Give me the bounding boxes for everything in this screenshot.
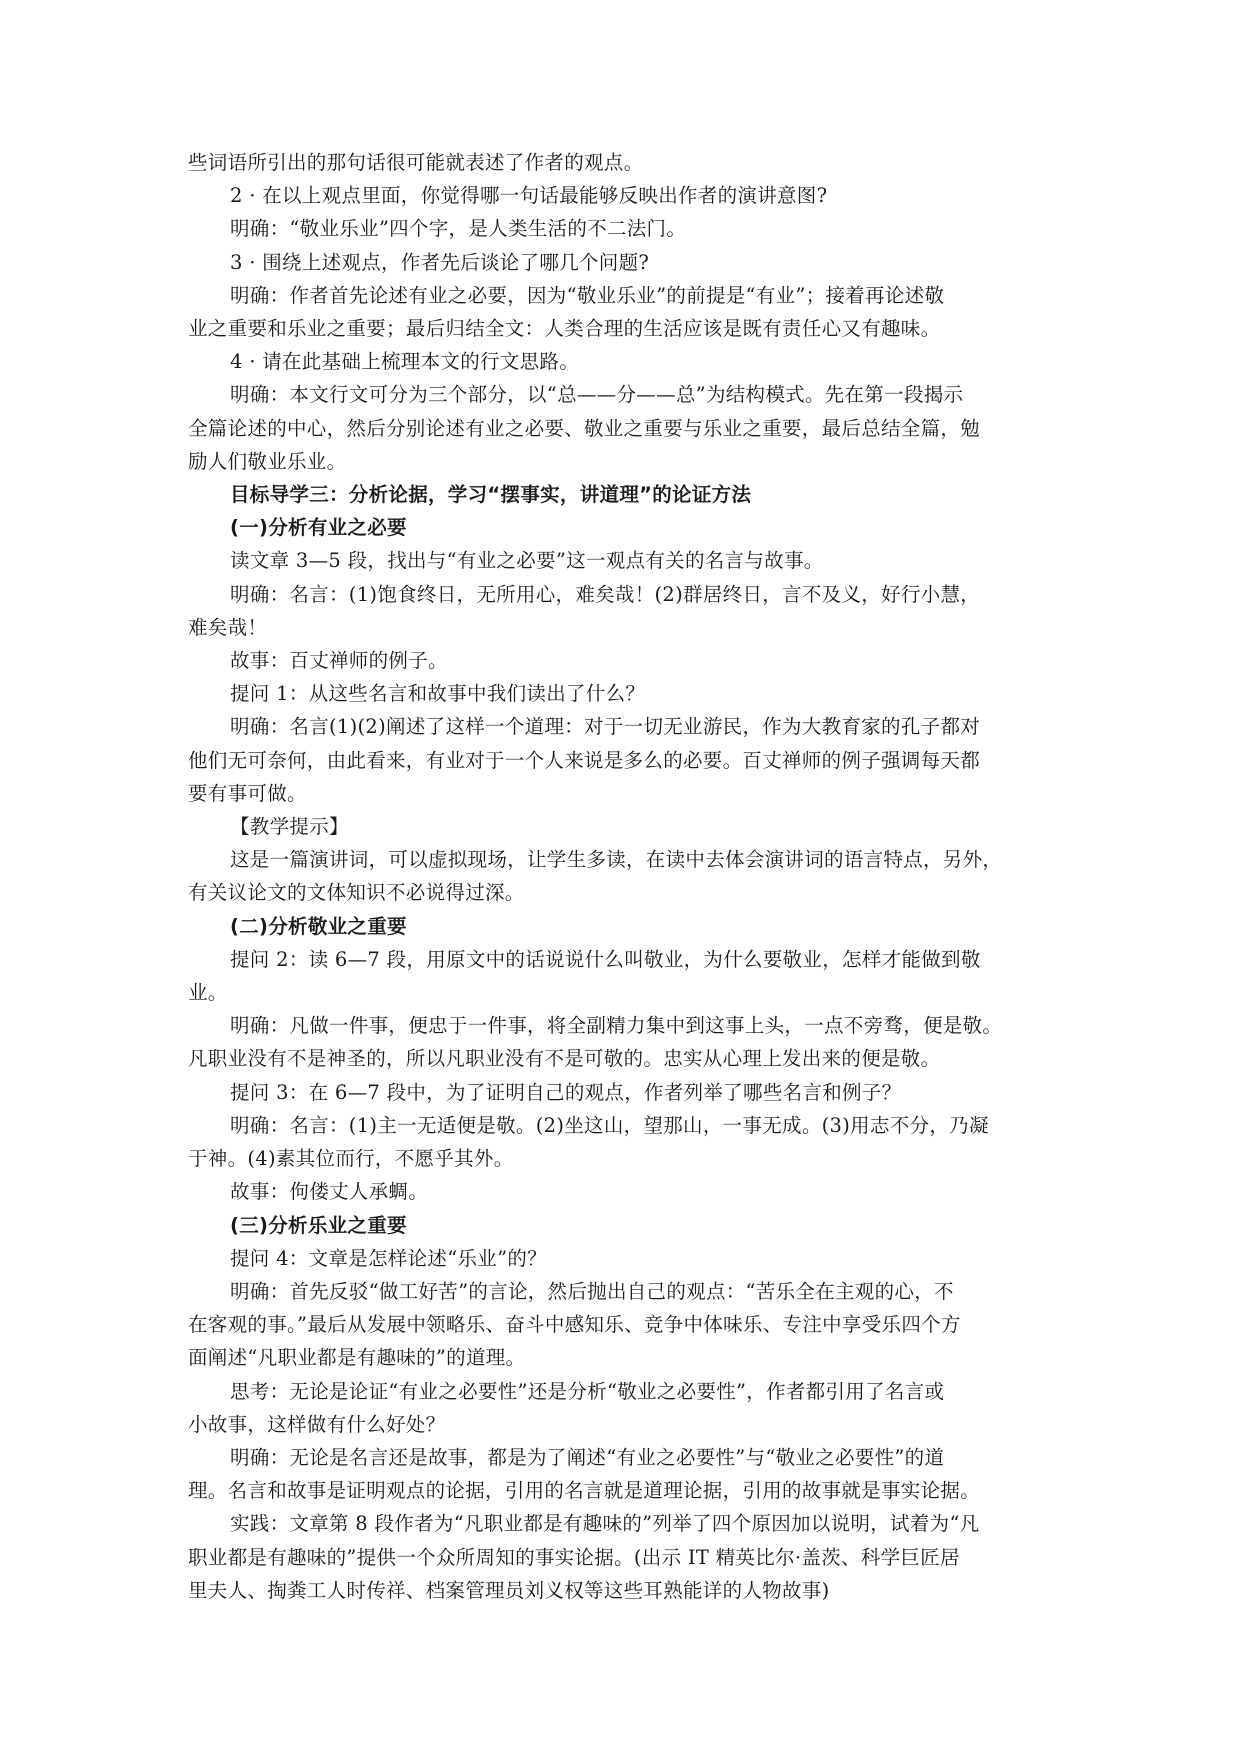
text-line: 有关议论文的文体知识不必说得过深。 <box>188 881 525 905</box>
text-line: 提问 3：在 6—7 段中，为了证明自己的观点，作者列举了哪些名言和例子？ <box>230 1080 902 1104</box>
text-line: 提问 2：读 6—7 段，用原文中的话说说什么叫敬业，为什么要敬业，怎样才能做到敬 <box>230 947 981 971</box>
subsection-heading: (二)分析敬业之重要 <box>230 914 407 938</box>
text-line: 故事：百丈禅师的例子。 <box>230 649 448 673</box>
text-line: 于神。(4)素其位而行，不愿乎其外。 <box>188 1147 514 1171</box>
text-line: 些词语所引出的那句话很可能就表述了作者的观点。 <box>188 151 644 174</box>
text-line: 实践：文章第 8 段作者为“凡职业都是有趣味的”列举了四个原因加以说明，试着为“凡 <box>230 1512 980 1536</box>
text-line: 明确：名言：(1)主一无适便是敬。(2)坐这山，望那山，一事无成。(3)用志不分，乃凝 <box>230 1113 989 1137</box>
text-line: 明确：无论是名言还是故事，都是为了阐述“有业之必要性”与“敬业之必要性”的道 <box>230 1445 945 1469</box>
text-line: 这是一篇演讲词，可以虚拟现场，让学生多读，在读中去体会演讲词的语言特点，另外， <box>230 848 1003 872</box>
text-line: 凡职业没有不是神圣的，所以凡职业没有不是可敬的。忠实从心理上发出来的便是敬。 <box>188 1047 941 1071</box>
text-line: 4 · 请在此基础上梳理本文的行文思路。 <box>230 350 580 374</box>
section-heading: 目标导学三：分析论据，学习“摆事实，讲道理”的论证方法 <box>230 483 752 507</box>
text-line: 小故事，这样做有什么好处？ <box>188 1412 446 1436</box>
text-line: 业。 <box>188 981 228 1005</box>
text-line: 故事：佝偻丈人承蜩。 <box>230 1180 429 1204</box>
text-line: 明确：首先反驳“做工好苦”的言论，然后抛出自己的观点：“苦乐全在主观的心，不 <box>230 1279 954 1303</box>
text-line: 2 · 在以上观点里面，你觉得哪一句话最能够反映出作者的演讲意图? <box>230 184 828 208</box>
text-line: 读文章 3—5 段，找出与“有业之必要”这一观点有关的名言与故事。 <box>230 549 824 573</box>
text-line: 里夫人、掏粪工人时传祥、档案管理员刘义权等这些耳熟能详的人物故事) <box>188 1578 830 1602</box>
subsection-heading: (三)分析乐业之重要 <box>230 1213 407 1237</box>
text-line: 难矣哉！ <box>188 615 268 639</box>
text-line: 明确：名言(1)(2)阐述了这样一个道理：对于一切无业游民，作为大教育家的孔子都对 <box>230 715 981 739</box>
text-line: 他们无可奈何，由此看来，有业对于一个人来说是多么的必要。百丈禅师的例子强调每天都 <box>188 748 981 772</box>
text-line: 明确：“敬业乐业”四个字，是人类生活的不二法门。 <box>230 217 687 241</box>
text-line: 明确：本文行文可分为三个部分，以“总——分——总”为结构模式。先在第一段揭示 <box>230 383 964 407</box>
text-line: 明确：名言：(1)饱食终日，无所用心，难矣哉！(2)群居终日，言不及义，好行小慧， <box>230 582 981 606</box>
text-line: 要有事可做。 <box>188 781 307 805</box>
text-line: 全篇论述的中心，然后分别论述有业之必要、敬业之重要与乐业之重要，最后总结全篇，勉 <box>188 416 981 440</box>
text-line: 励人们敬业乐业。 <box>188 449 347 473</box>
text-line: 面阐述“凡职业都是有趣味的”的道理。 <box>188 1346 526 1370</box>
text-line: 提问 1：从这些名言和故事中我们读出了什么？ <box>230 682 646 706</box>
text-line: 明确：作者首先论述有业之必要，因为“敬业乐业”的前提是“有业”；接着再论述敬 <box>230 283 945 307</box>
text-line: 3 · 围绕上述观点，作者先后谈论了哪几个问题? <box>230 250 650 274</box>
text-line: 明确：凡做一件事，便忠于一件事，将全副精力集中到这事上头，一点不旁骛，便是敬。 <box>230 1014 1003 1038</box>
teaching-tip-heading: 【教学提示】 <box>230 815 349 839</box>
subsection-heading: (一)分析有业之必要 <box>230 516 407 540</box>
text-line: 职业都是有趣味的”提供一个众所周知的事实论据。(出示 IT 精英比尔·盖茨、科学巨匠居 <box>188 1545 960 1569</box>
text-line: 业之重要和乐业之重要；最后归结全文：人类合理的生活应该是既有责任心又有趣味。 <box>188 317 941 341</box>
text-line: 在客观的事。”最后从发展中领略乐、奋斗中感知乐、竞争中体味乐、专注中享受乐四个方 <box>188 1313 961 1337</box>
text-line: 提问 4：文章是怎样论述“乐业”的？ <box>230 1246 547 1270</box>
text-line: 理。名言和故事是证明观点的论据，引用的名言就是道理论据，引用的故事就是事实论据。 <box>188 1479 981 1503</box>
text-line: 思考：无论是论证“有业之必要性”还是分析“敬业之必要性”，作者都引用了名言或 <box>230 1379 945 1403</box>
